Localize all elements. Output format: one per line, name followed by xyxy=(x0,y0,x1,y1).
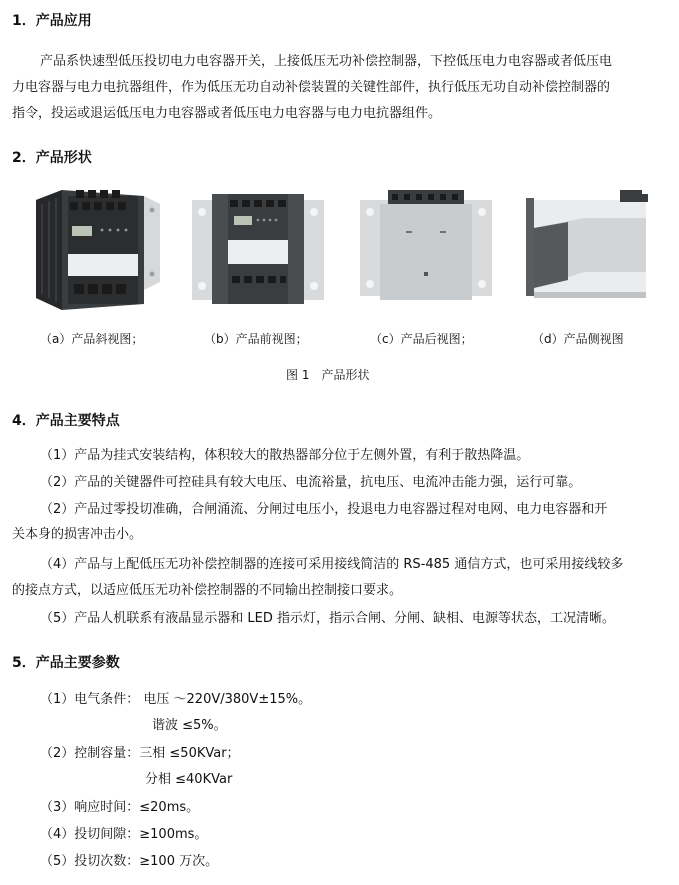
section5-heading: 5．产品主要参数 xyxy=(12,655,120,671)
param-electrical-harmonic: 谐波 ≤5%。 xyxy=(152,718,227,733)
feature-line-4-cont: 的接点方式，以适应低压无功补偿控制器的不同输出控制接口要求。 xyxy=(12,583,403,598)
feature-line-2: （2）产品的关键器件可控硅具有较大电压、电流裕量，抗电压、电流冲击能力强，运行可靠。 xyxy=(40,475,582,490)
section2-heading: 2．产品形状 xyxy=(12,150,92,166)
param-switching-interval: （4）投切间隙：≥100ms。 xyxy=(40,827,208,842)
feature-line-3: （2）产品过零投切准确，合闸涌流、分闸过电压小，投退电力电容器过程对电网、电力电容器和开 xyxy=(40,502,608,517)
feature-line-5: （5）产品人机联系有液晶显示器和 LED 指示灯，指示合闸、分闸、缺相、电源等状态，工况清晰。 xyxy=(40,611,616,626)
caption-rear-view: （c）产品后视图； xyxy=(370,332,473,346)
figure-caption: 图 1 产品形状 xyxy=(286,368,370,382)
caption-oblique-view: （a）产品斜视图； xyxy=(40,332,144,346)
param-electrical-voltage: （1）电气条件： 电压 ～220V/380V±15%。 xyxy=(40,692,312,707)
section1-line-3: 指令，投运或退运低压电力电容器或者低压电力电容器与电力电抗器组件。 xyxy=(12,106,442,121)
product-oblique-view-image xyxy=(32,186,162,312)
param-switching-count: （5）投切次数：≥100 万次。 xyxy=(40,854,219,869)
caption-front-view: （b）产品前视图； xyxy=(204,332,308,346)
param-capacity-three-phase: （2）控制容量：三相 ≤50KVar； xyxy=(40,746,240,761)
section1-line-2: 力电容器与电力电抗器组件，作为低压无功自动补偿装置的关键性部件，执行低压无功自动补偿控制器的 xyxy=(12,80,611,95)
section1-line-1: 产品系快速型低压投切电力电容器开关，上接低压无功补偿控制器，下控低压电力电容器或者低压电 xyxy=(40,54,613,69)
product-rear-view-image xyxy=(358,188,494,306)
feature-line-4: （4）产品与上配低压无功补偿控制器的连接可采用接线简洁的 RS-485 通信方式，也可采用接线较多 xyxy=(40,557,624,572)
product-front-view-image xyxy=(190,190,326,308)
feature-line-3-cont: 关本身的损害冲击小。 xyxy=(12,527,143,542)
product-side-view-image xyxy=(524,188,654,306)
feature-line-1: （1）产品为挂式安装结构，体积较大的散热器部分位于左侧外置，有利于散热降温。 xyxy=(40,448,530,463)
param-response-time: （3）响应时间：≤20ms。 xyxy=(40,800,200,815)
caption-side-view: （d）产品侧视图 xyxy=(532,332,624,346)
section1-heading: 1．产品应用 xyxy=(12,13,92,29)
param-capacity-split-phase: 分相 ≤40KVar xyxy=(145,772,233,787)
section4-heading: 4．产品主要特点 xyxy=(12,413,120,429)
